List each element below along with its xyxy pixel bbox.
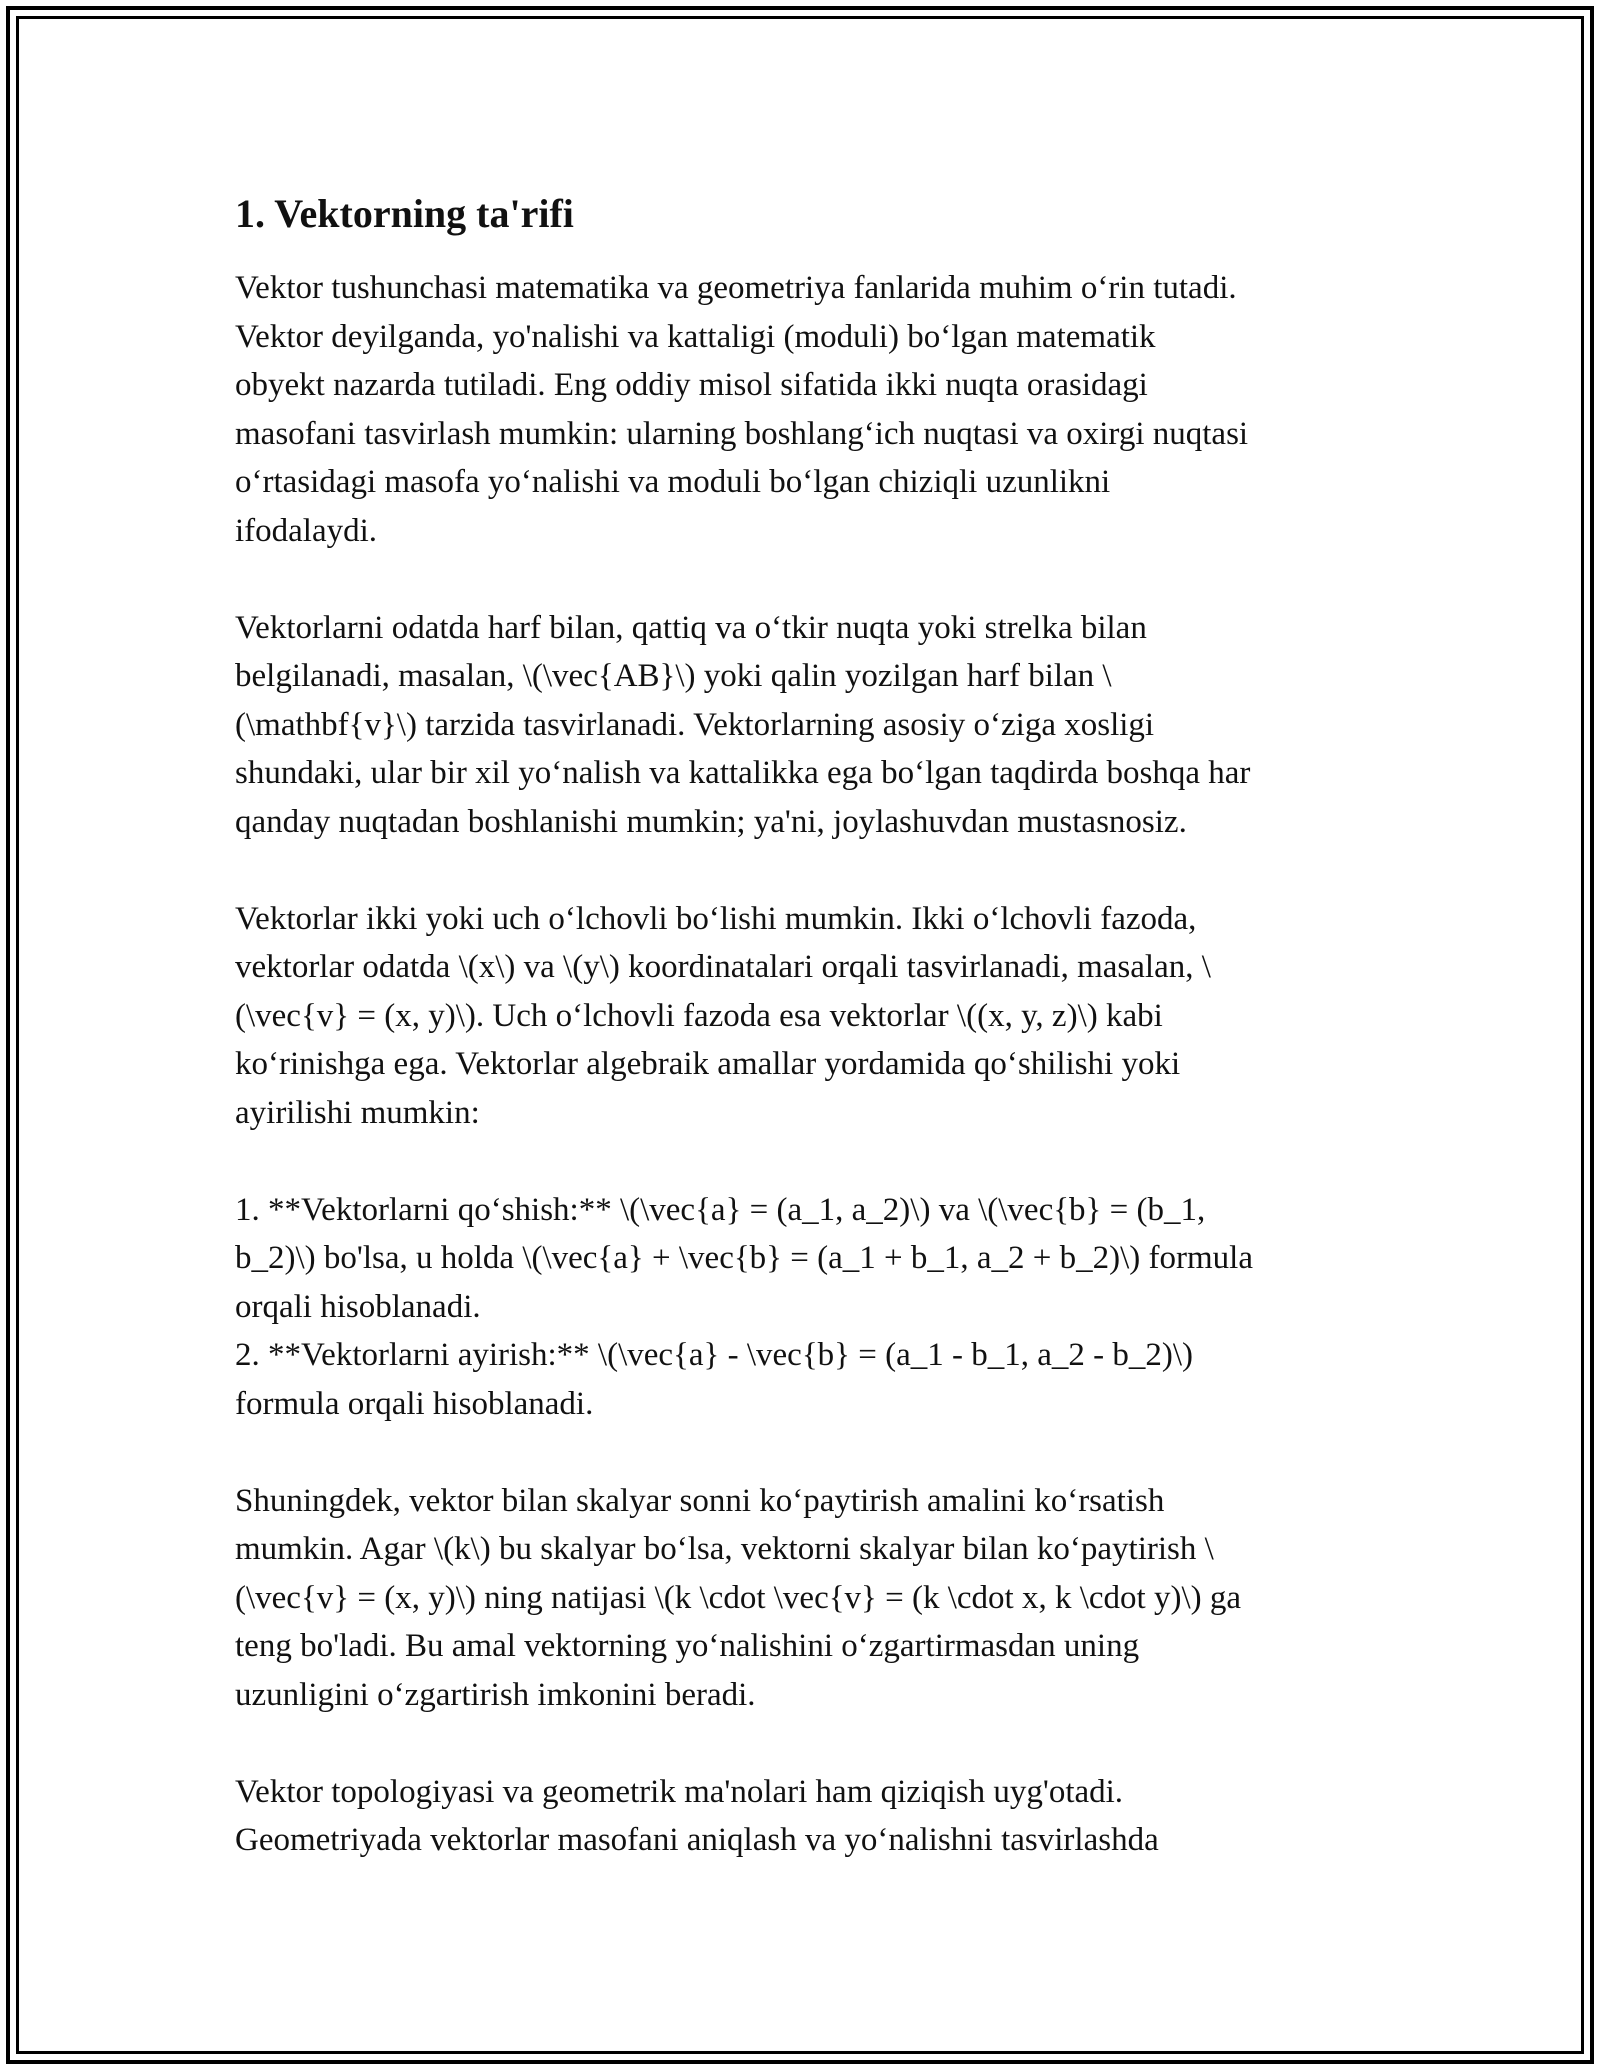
text-line: uzunligini o‘zgartirish imkonini beradi.: [235, 1676, 756, 1713]
text-line: (\vec{v} = (x, y)\). Uch o‘lchovli fazoda esa vektorlar \((x, y, z)\) kabi: [235, 997, 1163, 1034]
text-line: Vektorlarni odatda harf bilan, qattiq va o‘tkir nuqta yoki strelka bilan: [235, 609, 1147, 646]
text-line: ifodalaydi.: [235, 512, 378, 549]
text-line: Geometriyada vektorlar masofani aniqlash va yo‘nalishni tasvirlashda: [235, 1822, 1159, 1858]
text-line: vektorlar odatda \(x\) va \(y\) koordinatalari orqali tasvirlanadi, masalan, \: [235, 949, 1211, 985]
text-line: Vektor topologiyasi va geometrik ma'nolari ham qiziqish uyg'otadi.: [235, 1773, 1124, 1810]
text-line: obyekt nazarda tutiladi. Eng oddiy misol sifatida ikki nuqta orasidagi: [235, 367, 1148, 403]
paragraph-gap: [235, 1428, 1385, 1477]
text-line: ko‘rinishga ega. Vektorlar algebraik amallar yordamida qo‘shilishi yoki: [235, 1046, 1181, 1082]
paragraph-1: [235, 264, 1385, 555]
text-line: mumkin. Agar \(k\) bu skalyar bo‘lsa, vektorni skalyar bilan ko‘paytirish \: [235, 1531, 1214, 1567]
list-item-line: 1. **Vektorlarni qo‘shish:** \(\vec{a} = (a_1, a_2)\) va \(\vec{b} = (b_1,: [235, 1191, 1206, 1228]
paragraph-gap: [235, 846, 1385, 895]
list-item-line: orqali hisoblanadi.: [235, 1288, 481, 1325]
list-item-line: formula orqali hisoblanadi.: [235, 1385, 594, 1422]
text-line: masofani tasvirlash mumkin: ularning boshlang‘ich nuqtasi va oxirgi nuqtasi: [235, 415, 1249, 452]
text-line: qanday nuqtadan boshlanishi mumkin; ya'ni, joylashuvdan mustasnosiz.: [235, 803, 1187, 840]
list-item-line: b_2)\) bo'lsa, u holda \(\vec{a} + \vec{b} = (a_1 + b_1, a_2 + b_2)\) formula: [235, 1240, 1253, 1276]
text-line: (\vec{v} = (x, y)\) ning natijasi \(k \cdot \vec{v} = (k \cdot x, k \cdot y)\) ga: [235, 1579, 1242, 1616]
paragraph-3: [235, 895, 1385, 1138]
text-line: ayirilishi mumkin:: [235, 1094, 480, 1131]
paragraph-gap: [235, 1719, 1385, 1768]
section-heading: 1. Vektorning ta'rifi: [235, 191, 574, 236]
text-line: Vektor deyilganda, yo'nalishi va kattaligi (moduli) bo‘lgan matematik: [235, 318, 1156, 355]
document-body: [235, 184, 1385, 1865]
paragraph-5: [235, 1477, 1385, 1720]
text-line: teng bo'ladi. Bu amal vektorning yo‘nalishini o‘zgartirmasdan uning: [235, 1628, 1140, 1664]
text-line: shundaki, ular bir xil yo‘nalish va kattalikka ega bo‘lgan taqdirda boshqa har: [235, 755, 1251, 791]
paragraph-6: [235, 1768, 1385, 1865]
paragraph-2: [235, 604, 1385, 847]
paragraph-4-list: [235, 1186, 1385, 1429]
text-line: Vektor tushunchasi matematika va geometriya fanlarida muhim o‘rin tutadi.: [235, 270, 1237, 306]
list-item-line: 2. **Vektorlarni ayirish:** \(\vec{a} - \vec{b} = (a_1 - b_1, a_2 - b_2)\): [235, 1337, 1194, 1373]
text-line: (\mathbf{v}\) tarzida tasvirlanadi. Vektorlarning asosiy o‘ziga xosligi: [235, 706, 1155, 743]
text-line: o‘rtasidagi masofa yo‘nalishi va moduli bo‘lgan chiziqli uzunlikni: [235, 464, 1111, 500]
text-line: Vektorlar ikki yoki uch o‘lchovli bo‘lishi mumkin. Ikki o‘lchovli fazoda,: [235, 900, 1197, 937]
text-line: belgilanadi, masalan, \(\vec{AB}\) yoki qalin yozilgan harf bilan \: [235, 658, 1112, 694]
paragraph-gap: [235, 1137, 1385, 1186]
paragraph-gap: [235, 555, 1385, 604]
text-line: Shuningdek, vektor bilan skalyar sonni ko‘paytirish amalini ko‘rsatish: [235, 1482, 1165, 1519]
